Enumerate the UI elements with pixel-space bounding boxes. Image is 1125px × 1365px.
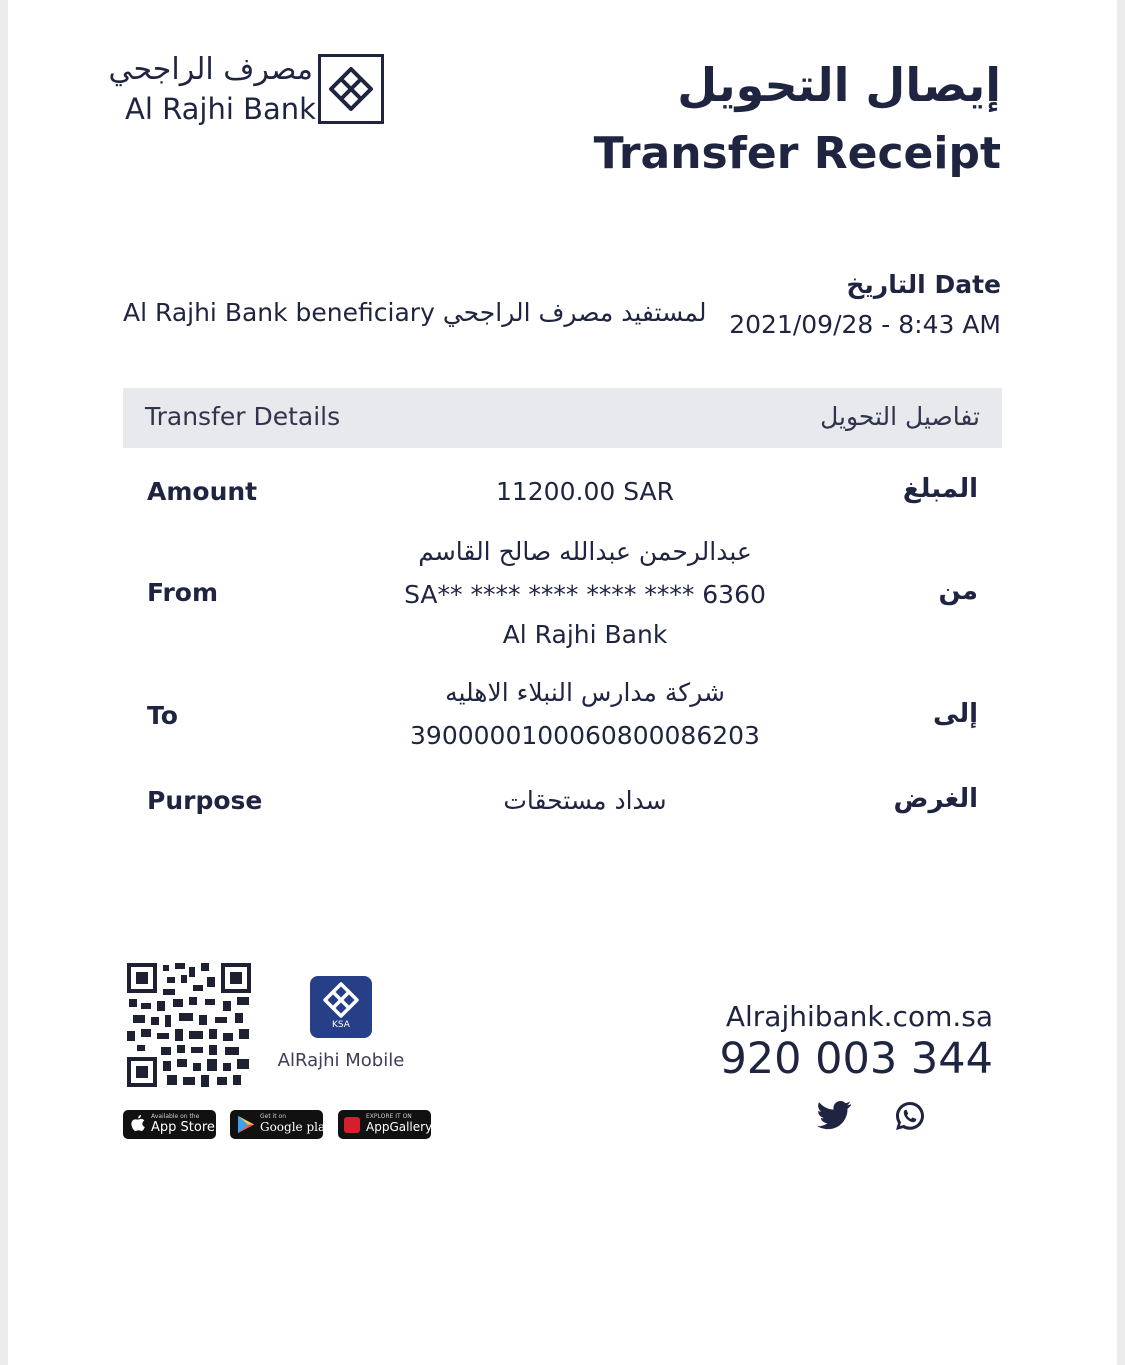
date-value: 2021/09/28 - 8:43 AM [729,310,1001,339]
google-play-badge[interactable] [230,1110,332,1139]
app-gallery-badge[interactable] [338,1110,431,1139]
from-account: SA** **** **** **** **** 6360 [404,580,766,609]
qr-code-icon[interactable] [127,963,251,1087]
amount-label-english: Amount [147,477,258,506]
receipt-title-english: Transfer Receipt [593,128,1001,179]
to-label-arabic: إلى [933,699,978,729]
to-name: شركة مدارس النبلاء الاهليه [445,678,725,707]
al-rajhi-logo-icon [318,54,384,124]
app-store-badge[interactable] [123,1110,216,1139]
purpose-value: سداد مستحقات [503,786,667,815]
app-gallery-small-text: EXPLORE IT ON [366,1113,412,1120]
apple-icon [131,1115,145,1137]
date-label: التاريخ Date [846,270,1001,299]
from-label-arabic: من [938,576,978,606]
app-store-text: App Store [151,1120,215,1135]
receipt-page [8,0,1117,1365]
google-play-icon [238,1116,254,1137]
google-play-text: Google play [260,1120,332,1134]
to-label-english: To [147,701,178,730]
bank-name-arabic: مصرف الراجحي [108,52,313,87]
app-name: AlRajhi Mobile [277,1050,405,1071]
purpose-label-arabic: الغرض [893,784,978,814]
app-store-small-text: Available on the [151,1113,200,1120]
bank-website[interactable]: Alrajhibank.com.sa [725,1000,993,1033]
twitter-icon[interactable] [817,1100,849,1132]
to-account: 3900000100060800086203 [410,721,760,750]
huawei-icon [344,1117,360,1133]
amount-label-arabic: المبلغ [902,474,978,504]
from-bank: Al Rajhi Bank [502,620,668,649]
app-icon-badge: KSA [332,1020,350,1030]
beneficiary-type: Al Rajhi Bank beneficiary لمستفيد مصرف الراجحي [123,298,707,327]
bank-phone[interactable]: 920 003 344 [719,1034,993,1084]
google-play-small-text: Get it on [260,1113,287,1120]
whatsapp-icon[interactable] [894,1100,926,1132]
alrajhi-mobile-app-icon[interactable] [310,976,372,1038]
bank-name-english: Al Rajhi Bank [125,92,316,126]
transfer-details-title-english: Transfer Details [145,402,341,431]
from-label-english: From [147,578,219,607]
transfer-details-title-arabic: تفاصيل التحويل [820,402,980,431]
receipt-title-arabic: إيصال التحويل [677,58,1001,112]
amount-value: 11200.00 SAR [495,477,675,506]
purpose-label-english: Purpose [147,786,263,815]
from-name: عبدالرحمن عبدالله صالح القاسم [418,537,752,566]
transfer-details-header [123,388,1002,448]
app-gallery-text: AppGallery [366,1120,433,1134]
